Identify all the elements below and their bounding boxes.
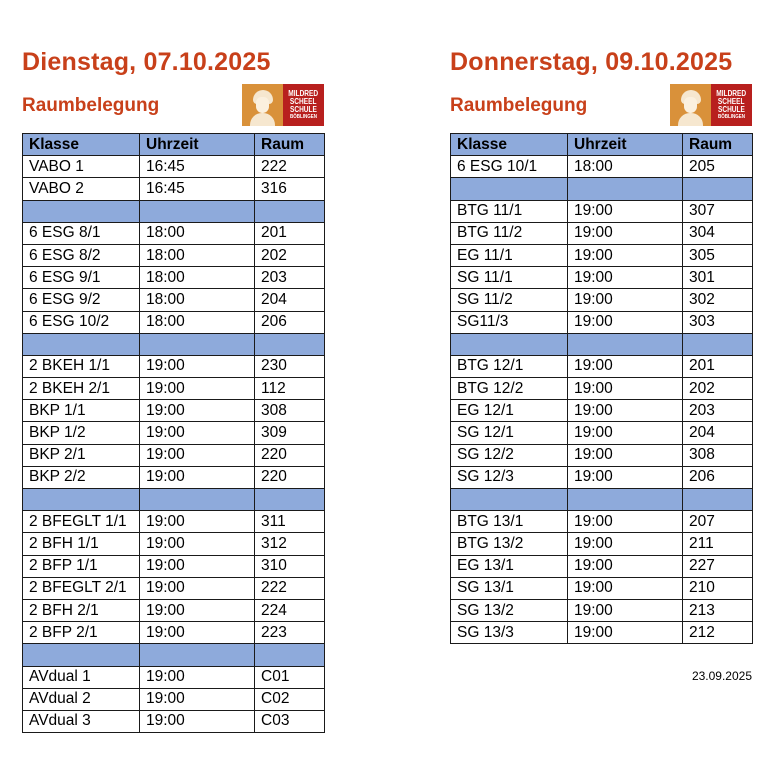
table-row <box>23 289 325 311</box>
cell-raum: C03 <box>255 710 325 732</box>
cell-uhrzeit: 19:00 <box>140 400 255 422</box>
cell-klasse: 2 BFH 2/1 <box>23 599 140 621</box>
cell-raum: 224 <box>255 599 325 621</box>
cell-raum: 112 <box>255 378 325 400</box>
separator-cell <box>255 333 325 355</box>
header-klasse: Klasse <box>23 134 140 156</box>
table-row <box>23 378 325 400</box>
logo-wordmark: MILDRED SCHEEL SCHULE BÖBLINGEN <box>283 84 324 126</box>
cell-klasse: BTG 13/2 <box>451 533 568 555</box>
header-uhrzeit: Uhrzeit <box>140 134 255 156</box>
table-row <box>23 444 325 466</box>
cell-klasse: EG 13/1 <box>451 555 568 577</box>
cell-raum: 223 <box>255 622 325 644</box>
cell-uhrzeit: 19:00 <box>568 267 683 289</box>
table-row <box>451 355 753 377</box>
cell-uhrzeit: 19:00 <box>140 511 255 533</box>
table-row <box>23 178 325 200</box>
cell-raum: 312 <box>255 533 325 555</box>
cell-klasse: BTG 12/2 <box>451 378 568 400</box>
cell-uhrzeit: 19:00 <box>140 599 255 621</box>
separator-cell <box>683 489 753 511</box>
cell-klasse: BTG 12/1 <box>451 355 568 377</box>
separator-row <box>23 489 325 511</box>
cell-raum: 206 <box>683 466 753 488</box>
cell-raum: 213 <box>683 599 753 621</box>
separator-cell <box>23 644 140 666</box>
separator-row <box>451 178 753 200</box>
cell-raum: 203 <box>255 267 325 289</box>
cell-uhrzeit: 19:00 <box>140 555 255 577</box>
separator-cell <box>683 178 753 200</box>
table-row <box>451 555 753 577</box>
table-row <box>451 577 753 599</box>
table-row <box>23 311 325 333</box>
separator-cell <box>23 200 140 222</box>
table-row <box>451 311 753 333</box>
cell-uhrzeit: 19:00 <box>568 400 683 422</box>
cell-uhrzeit: 19:00 <box>568 200 683 222</box>
cell-uhrzeit: 19:00 <box>568 555 683 577</box>
cell-raum: 230 <box>255 355 325 377</box>
table-row <box>23 533 325 555</box>
cell-raum: 201 <box>683 355 753 377</box>
cell-raum: 204 <box>683 422 753 444</box>
separator-cell <box>451 489 568 511</box>
cell-klasse: AVdual 2 <box>23 688 140 710</box>
header-raum: Raum <box>683 134 753 156</box>
cell-raum: 227 <box>683 555 753 577</box>
separator-cell <box>140 333 255 355</box>
table-row <box>23 222 325 244</box>
table-row <box>451 200 753 222</box>
table-header-row <box>23 134 325 156</box>
day-title: Dienstag, 07.10.2025 <box>22 48 271 76</box>
table-row <box>451 378 753 400</box>
cell-uhrzeit: 19:00 <box>568 599 683 621</box>
cell-klasse: BKP 2/2 <box>23 466 140 488</box>
table-row <box>451 222 753 244</box>
table-row <box>451 622 753 644</box>
table-row <box>23 555 325 577</box>
cell-raum: 212 <box>683 622 753 644</box>
cell-uhrzeit: 19:00 <box>140 466 255 488</box>
cell-uhrzeit: 19:00 <box>140 666 255 688</box>
separator-cell <box>255 489 325 511</box>
cell-klasse: BKP 1/2 <box>23 422 140 444</box>
cell-raum: 305 <box>683 244 753 266</box>
cell-klasse: 6 ESG 8/2 <box>23 244 140 266</box>
separator-cell <box>683 333 753 355</box>
table-row <box>23 400 325 422</box>
table-row <box>451 400 753 422</box>
separator-cell <box>140 644 255 666</box>
section-subtitle: Raumbelegung <box>450 95 588 116</box>
table-row <box>451 533 753 555</box>
table-row <box>23 688 325 710</box>
cell-uhrzeit: 18:00 <box>140 267 255 289</box>
table-row <box>23 577 325 599</box>
cell-raum: 207 <box>683 511 753 533</box>
cell-raum: 201 <box>255 222 325 244</box>
cell-klasse: SG 13/1 <box>451 577 568 599</box>
cell-klasse: 2 BFP 2/1 <box>23 622 140 644</box>
cell-klasse: SG 13/3 <box>451 622 568 644</box>
cell-uhrzeit: 16:45 <box>140 156 255 178</box>
separator-cell <box>568 178 683 200</box>
cell-raum: 222 <box>255 156 325 178</box>
cell-klasse: BKP 2/1 <box>23 444 140 466</box>
cell-klasse: 2 BFEGLT 2/1 <box>23 577 140 599</box>
cell-klasse: SG 11/2 <box>451 289 568 311</box>
cell-uhrzeit: 19:00 <box>140 688 255 710</box>
separator-row <box>451 333 753 355</box>
header-klasse: Klasse <box>451 134 568 156</box>
cell-raum: 316 <box>255 178 325 200</box>
separator-cell <box>255 644 325 666</box>
cell-uhrzeit: 18:00 <box>140 244 255 266</box>
date-stamp: 23.09.2025 <box>691 669 752 683</box>
cell-raum: C02 <box>255 688 325 710</box>
cell-raum: 220 <box>255 466 325 488</box>
cell-klasse: 2 BFP 1/1 <box>23 555 140 577</box>
separator-row <box>23 333 325 355</box>
cell-uhrzeit: 19:00 <box>568 289 683 311</box>
logo-wordmark: MILDRED SCHEEL SCHULE BÖBLINGEN <box>711 84 752 126</box>
cell-raum: 206 <box>255 311 325 333</box>
cell-raum: 307 <box>683 200 753 222</box>
portrait-icon <box>670 84 711 126</box>
cell-uhrzeit: 19:00 <box>568 577 683 599</box>
cell-klasse: SG 12/3 <box>451 466 568 488</box>
cell-raum: 202 <box>255 244 325 266</box>
cell-uhrzeit: 19:00 <box>568 511 683 533</box>
cell-klasse: BTG 11/2 <box>451 222 568 244</box>
cell-klasse: SG 13/2 <box>451 599 568 621</box>
cell-uhrzeit: 18:00 <box>140 289 255 311</box>
cell-klasse: SG 11/1 <box>451 267 568 289</box>
header-uhrzeit: Uhrzeit <box>568 134 683 156</box>
cell-klasse: AVdual 1 <box>23 666 140 688</box>
cell-klasse: BTG 13/1 <box>451 511 568 533</box>
school-logo <box>242 84 324 126</box>
cell-klasse: SG 12/1 <box>451 422 568 444</box>
cell-raum: 310 <box>255 555 325 577</box>
cell-uhrzeit: 19:00 <box>140 533 255 555</box>
portrait-icon <box>242 84 283 126</box>
cell-klasse: 2 BKEH 1/1 <box>23 355 140 377</box>
cell-uhrzeit: 19:00 <box>140 577 255 599</box>
cell-raum: 211 <box>683 533 753 555</box>
cell-raum: 301 <box>683 267 753 289</box>
separator-cell <box>451 178 568 200</box>
cell-uhrzeit: 19:00 <box>140 710 255 732</box>
cell-klasse: 2 BFEGLT 1/1 <box>23 511 140 533</box>
cell-uhrzeit: 19:00 <box>568 355 683 377</box>
cell-raum: 309 <box>255 422 325 444</box>
cell-klasse: 6 ESG 10/2 <box>23 311 140 333</box>
cell-klasse: VABO 2 <box>23 178 140 200</box>
cell-klasse: BTG 11/1 <box>451 200 568 222</box>
cell-klasse: 2 BKEH 2/1 <box>23 378 140 400</box>
cell-uhrzeit: 18:00 <box>568 156 683 178</box>
table-row <box>451 244 753 266</box>
table-row <box>23 622 325 644</box>
cell-raum: 308 <box>683 444 753 466</box>
table-row <box>23 156 325 178</box>
separator-row <box>23 644 325 666</box>
school-logo <box>670 84 752 126</box>
cell-raum: 222 <box>255 577 325 599</box>
table-row <box>451 444 753 466</box>
cell-klasse: BKP 1/1 <box>23 400 140 422</box>
table-row <box>23 267 325 289</box>
cell-raum: 205 <box>683 156 753 178</box>
section-subtitle: Raumbelegung <box>22 95 160 116</box>
table-row <box>451 511 753 533</box>
table-row <box>451 267 753 289</box>
cell-klasse: 6 ESG 10/1 <box>451 156 568 178</box>
room-table <box>450 133 753 644</box>
table-header-row <box>451 134 753 156</box>
cell-raum: 204 <box>255 289 325 311</box>
cell-uhrzeit: 19:00 <box>568 244 683 266</box>
separator-cell <box>140 489 255 511</box>
cell-klasse: 6 ESG 9/2 <box>23 289 140 311</box>
cell-uhrzeit: 19:00 <box>568 422 683 444</box>
cell-uhrzeit: 19:00 <box>140 378 255 400</box>
cell-raum: 220 <box>255 444 325 466</box>
separator-row <box>23 200 325 222</box>
separator-cell <box>23 333 140 355</box>
table-row <box>23 710 325 732</box>
table-row <box>451 422 753 444</box>
table-row <box>23 599 325 621</box>
cell-klasse: EG 12/1 <box>451 400 568 422</box>
table-row <box>23 511 325 533</box>
table-row <box>451 466 753 488</box>
cell-uhrzeit: 19:00 <box>568 533 683 555</box>
cell-uhrzeit: 19:00 <box>568 222 683 244</box>
cell-uhrzeit: 19:00 <box>568 444 683 466</box>
cell-klasse: 2 BFH 1/1 <box>23 533 140 555</box>
cell-raum: C01 <box>255 666 325 688</box>
cell-uhrzeit: 19:00 <box>140 355 255 377</box>
cell-uhrzeit: 19:00 <box>140 422 255 444</box>
separator-row <box>451 489 753 511</box>
cell-raum: 303 <box>683 311 753 333</box>
cell-uhrzeit: 19:00 <box>568 622 683 644</box>
table-row <box>23 422 325 444</box>
cell-uhrzeit: 19:00 <box>568 466 683 488</box>
cell-klasse: 6 ESG 8/1 <box>23 222 140 244</box>
cell-uhrzeit: 18:00 <box>140 222 255 244</box>
table-row <box>23 466 325 488</box>
cell-uhrzeit: 16:45 <box>140 178 255 200</box>
cell-klasse: SG11/3 <box>451 311 568 333</box>
table-row <box>451 289 753 311</box>
cell-raum: 302 <box>683 289 753 311</box>
separator-cell <box>568 489 683 511</box>
table-row <box>23 666 325 688</box>
room-table <box>22 133 325 733</box>
table-row <box>451 156 753 178</box>
cell-raum: 308 <box>255 400 325 422</box>
cell-uhrzeit: 18:00 <box>140 311 255 333</box>
cell-klasse: AVdual 3 <box>23 710 140 732</box>
cell-raum: 311 <box>255 511 325 533</box>
cell-klasse: EG 11/1 <box>451 244 568 266</box>
cell-raum: 203 <box>683 400 753 422</box>
cell-raum: 202 <box>683 378 753 400</box>
header-raum: Raum <box>255 134 325 156</box>
cell-raum: 304 <box>683 222 753 244</box>
separator-cell <box>451 333 568 355</box>
cell-uhrzeit: 19:00 <box>568 378 683 400</box>
table-row <box>23 244 325 266</box>
cell-uhrzeit: 19:00 <box>568 311 683 333</box>
separator-cell <box>255 200 325 222</box>
separator-cell <box>568 333 683 355</box>
cell-klasse: 6 ESG 9/1 <box>23 267 140 289</box>
table-row <box>451 599 753 621</box>
cell-klasse: SG 12/2 <box>451 444 568 466</box>
day-title: Donnerstag, 09.10.2025 <box>450 48 733 76</box>
separator-cell <box>140 200 255 222</box>
cell-klasse: VABO 1 <box>23 156 140 178</box>
cell-uhrzeit: 19:00 <box>140 622 255 644</box>
table-row <box>23 355 325 377</box>
cell-raum: 210 <box>683 577 753 599</box>
separator-cell <box>23 489 140 511</box>
cell-uhrzeit: 19:00 <box>140 444 255 466</box>
